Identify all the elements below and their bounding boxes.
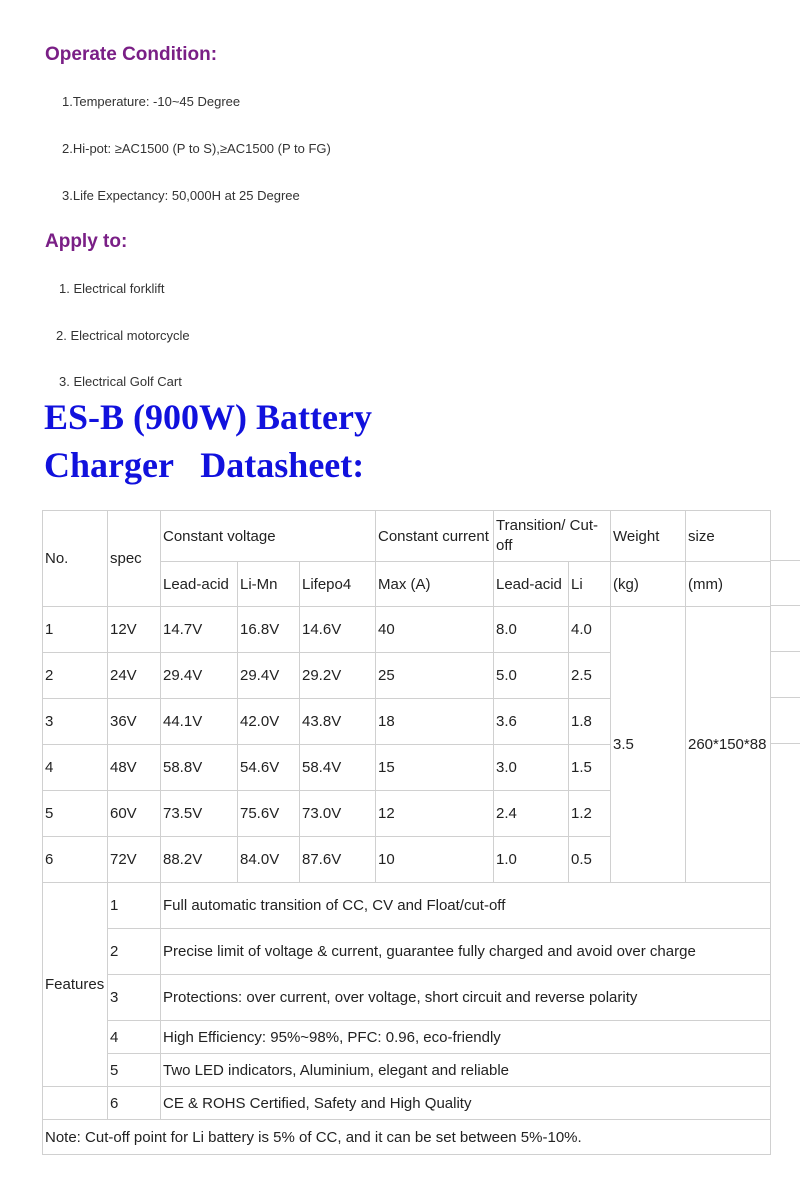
note-row	[43, 1120, 771, 1155]
apply-item-motorcycle: 2. Electrical motorcycle	[56, 328, 190, 343]
header-constant-voltage: Constant voltage	[161, 511, 376, 562]
header-no: No.	[43, 511, 108, 607]
cell-li-mn: 16.8V	[238, 607, 300, 653]
cell-no: 6	[43, 837, 108, 883]
apply-item-golf-cart: 3. Electrical Golf Cart	[59, 374, 182, 389]
cell-spec: 36V	[108, 699, 161, 745]
cell-weight-value: 3.5	[611, 607, 686, 883]
feature-number: 3	[108, 975, 161, 1021]
features-label-empty	[43, 1087, 108, 1120]
feature-number: 2	[108, 929, 161, 975]
datasheet-table	[42, 510, 771, 1155]
cell-trans-lead: 2.4	[494, 791, 569, 837]
cell-trans-lead: 5.0	[494, 653, 569, 699]
cell-li-mn: 84.0V	[238, 837, 300, 883]
header-mm: (mm)	[686, 562, 771, 607]
cell-spec: 60V	[108, 791, 161, 837]
datasheet-title-line1: ES-B (900W) Battery	[44, 397, 372, 437]
cell-max-a: 10	[376, 837, 494, 883]
cell-no: 4	[43, 745, 108, 791]
cell-trans-lead: 1.0	[494, 837, 569, 883]
cell-trans-lead: 3.0	[494, 745, 569, 791]
cell-lead-acid: 88.2V	[161, 837, 238, 883]
cell-spec: 12V	[108, 607, 161, 653]
cell-lead-acid: 29.4V	[161, 653, 238, 699]
header-trans-lead-acid: Lead-acid	[494, 562, 569, 607]
cell-trans-lead: 8.0	[494, 607, 569, 653]
cell-trans-li: 1.5	[569, 745, 611, 791]
border-stub	[770, 697, 800, 698]
cell-max-a: 40	[376, 607, 494, 653]
cell-li-mn: 54.6V	[238, 745, 300, 791]
cell-li-mn: 29.4V	[238, 653, 300, 699]
cell-lead-acid: 14.7V	[161, 607, 238, 653]
cell-no: 2	[43, 653, 108, 699]
header-li-mn: Li-Mn	[238, 562, 300, 607]
cell-trans-lead: 3.6	[494, 699, 569, 745]
table-note: Note: Cut-off point for Li battery is 5% of CC, and it can be set between 5%-10%.	[43, 1120, 771, 1155]
cell-trans-li: 1.2	[569, 791, 611, 837]
cell-max-a: 12	[376, 791, 494, 837]
cell-spec: 24V	[108, 653, 161, 699]
cell-lifepo4: 43.8V	[300, 699, 376, 745]
datasheet-title-line2: Charger Datasheet:	[44, 445, 365, 485]
cell-size-value: 260*150*88	[686, 607, 771, 883]
operate-condition-heading: Operate Condition:	[45, 44, 218, 65]
operate-item-hipot: 2.Hi-pot: ≥AC1500 (P to S),≥AC1500 (P to FG)	[62, 141, 331, 156]
cell-lifepo4: 58.4V	[300, 745, 376, 791]
cell-li-mn: 75.6V	[238, 791, 300, 837]
feature-row	[43, 929, 771, 975]
header-weight: Weight	[611, 511, 686, 562]
header-transition-cutoff: Transition/ Cut-off	[494, 511, 611, 562]
apply-to-heading: Apply to:	[45, 231, 128, 252]
feature-text: Protections: over current, over voltage, short circuit and reverse polarity	[161, 975, 771, 1021]
border-stub	[770, 651, 800, 652]
header-lead-acid: Lead-acid	[161, 562, 238, 607]
cell-no: 1	[43, 607, 108, 653]
feature-text: Precise limit of voltage & current, guarantee fully charged and avoid over charge	[161, 929, 771, 975]
header-trans-li: Li	[569, 562, 611, 607]
border-stub	[770, 605, 800, 606]
feature-row	[43, 883, 771, 929]
cell-li-mn: 42.0V	[238, 699, 300, 745]
header-kg: (kg)	[611, 562, 686, 607]
cell-trans-li: 4.0	[569, 607, 611, 653]
feature-number: 5	[108, 1054, 161, 1087]
cell-trans-li: 0.5	[569, 837, 611, 883]
header-size: size	[686, 511, 771, 562]
cell-no: 3	[43, 699, 108, 745]
border-stub	[770, 743, 800, 744]
operate-item-temperature: 1.Temperature: -10~45 Degree	[62, 94, 241, 109]
features-label: Features	[43, 883, 108, 1087]
cell-lifepo4: 73.0V	[300, 791, 376, 837]
header-constant-current: Constant current	[376, 511, 494, 562]
cell-lifepo4: 87.6V	[300, 837, 376, 883]
feature-number: 1	[108, 883, 161, 929]
apply-item-forklift: 1. Electrical forklift	[59, 281, 165, 296]
border-stub	[770, 560, 800, 561]
cell-lifepo4: 14.6V	[300, 607, 376, 653]
cell-spec: 72V	[108, 837, 161, 883]
feature-row	[43, 1054, 771, 1087]
feature-number: 6	[108, 1087, 161, 1120]
header-spec: spec	[108, 511, 161, 607]
cell-no: 5	[43, 791, 108, 837]
cell-trans-li: 2.5	[569, 653, 611, 699]
header-max-a: Max (A)	[376, 562, 494, 607]
cell-lead-acid: 73.5V	[161, 791, 238, 837]
cell-lead-acid: 44.1V	[161, 699, 238, 745]
table-header-row-1	[43, 511, 771, 562]
feature-text: Full automatic transition of CC, CV and Float/cut-off	[161, 883, 771, 929]
feature-text: High Efficiency: 95%~98%, PFC: 0.96, eco-friendly	[161, 1021, 771, 1054]
feature-number: 4	[108, 1021, 161, 1054]
feature-text: Two LED indicators, Aluminium, elegant and reliable	[161, 1054, 771, 1087]
header-lifepo4: Lifepo4	[300, 562, 376, 607]
feature-row	[43, 975, 771, 1021]
feature-text: CE & ROHS Certified, Safety and High Quality	[161, 1087, 771, 1120]
cell-max-a: 25	[376, 653, 494, 699]
cell-lifepo4: 29.2V	[300, 653, 376, 699]
cell-lead-acid: 58.8V	[161, 745, 238, 791]
operate-item-life: 3.Life Expectancy: 50,000H at 25 Degree	[62, 188, 300, 203]
feature-row	[43, 1087, 771, 1120]
cell-max-a: 18	[376, 699, 494, 745]
cell-trans-li: 1.8	[569, 699, 611, 745]
cell-spec: 48V	[108, 745, 161, 791]
table-row	[43, 607, 771, 653]
feature-row	[43, 1021, 771, 1054]
cell-max-a: 15	[376, 745, 494, 791]
